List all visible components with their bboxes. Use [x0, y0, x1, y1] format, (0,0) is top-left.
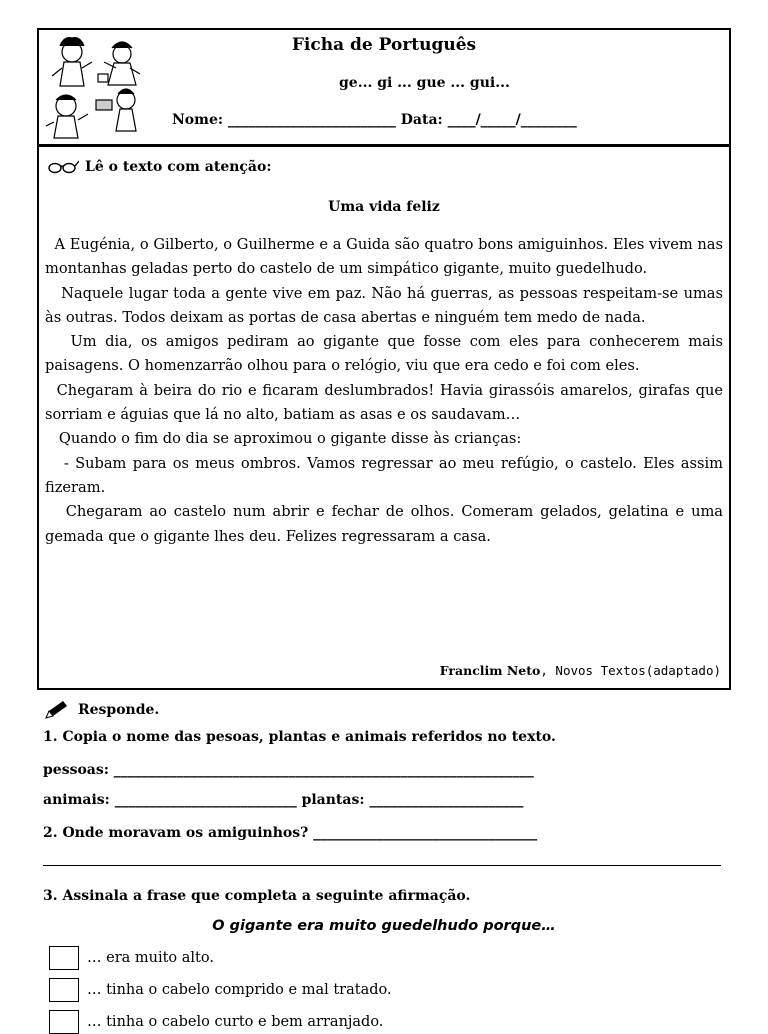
q1-people-line[interactable]: pessoas: ____________________________________________________________: [43, 762, 534, 778]
glasses-icon: [47, 160, 79, 174]
story-body: [45, 233, 728, 549]
story-paragraph: Chegaram à beira do rio e ficaram deslumbrados! Havia girassóis amarelos, girafas que sorriam e águias que lá no alto, batiam as asas e os saudavam…: [45, 381, 728, 424]
option-checkbox[interactable]: [49, 946, 79, 970]
worksheet-subtitle: ge... gi ... gue ... gui...: [339, 75, 510, 91]
story-paragraph: Quando o fim do dia se aproximou o gigante disse às crianças:: [45, 430, 522, 448]
question-1: 1. Copia o nome das pesoas, plantas e animais referidos no texto.: [43, 729, 556, 745]
name-date-line: Nome: ________________________ Data: ____/_____/________: [172, 112, 577, 128]
reading-text-box: [37, 145, 731, 690]
question-3-prompt: O gigante era muito guedelhudo porque…: [212, 918, 556, 934]
option-checkbox[interactable]: [49, 1010, 79, 1034]
question-3: 3. Assinala a frase que completa a seguinte afirmação.: [43, 888, 471, 904]
pencil-icon: [44, 700, 70, 720]
source-citation: [440, 663, 721, 678]
option-checkbox[interactable]: [49, 978, 79, 1002]
option-row[interactable]: [49, 1010, 383, 1034]
question-2[interactable]: 2. Onde moravam os amiguinhos? ________________________________: [43, 825, 538, 841]
story-paragraph: A Eugénia, o Gilberto, o Guilherme e a Guida são quatro bons amiguinhos. Eles vivem nas montanhas geladas perto do castelo de um simpático gigante, muito guedelhudo.: [45, 236, 728, 278]
story-paragraph: - Subam para os meus ombros. Vamos regressar ao meu refúgio, o castelo. Eles assim fizeram.: [45, 454, 728, 496]
answer-line[interactable]: [43, 865, 721, 866]
story-paragraph: Um dia, os amigos pediram ao gigante que fosse com eles para conhecerem mais paisagens. O homenzarrão olhou para o relógio, viu que era cedo e foi com eles.: [45, 333, 728, 375]
option-row[interactable]: [49, 978, 392, 1002]
option-row[interactable]: [49, 946, 214, 970]
respond-heading: [44, 700, 159, 720]
story-title: Uma vida feliz: [328, 199, 440, 215]
respond-label: Responde.: [78, 702, 160, 718]
option-label: … tinha o cabelo comprido e mal tratado.: [87, 982, 392, 998]
option-label: … era muito alto.: [87, 950, 214, 966]
reading-instruction-text: Lê o texto com atenção:: [85, 159, 272, 175]
source-author: Franclim Neto: [439, 663, 541, 678]
option-label: … tinha o cabelo curto e bem arranjado.: [87, 1014, 384, 1030]
q1-animals-plants-line[interactable]: animais: __________________________ plantas: ______________________: [43, 792, 524, 808]
worksheet-title: Ficha de Português: [291, 35, 477, 55]
story-paragraph: Chegaram ao castelo num abrir e fechar de olhos. Comeram gelados, gelatina e uma gemada que o gigante lhes deu. Felizes regressaram a casa.: [45, 503, 728, 545]
reading-instruction: [47, 159, 272, 175]
story-paragraph: Naquele lugar toda a gente vive em paz. Não há guerras, as pessoas respeitam-se umas às outras. Todos deixam as portas de casa abertas e ninguém tem medo de nada.: [45, 284, 728, 326]
source-title: , Novos Textos(adaptado): [540, 663, 721, 678]
worksheet-header: [37, 28, 731, 146]
